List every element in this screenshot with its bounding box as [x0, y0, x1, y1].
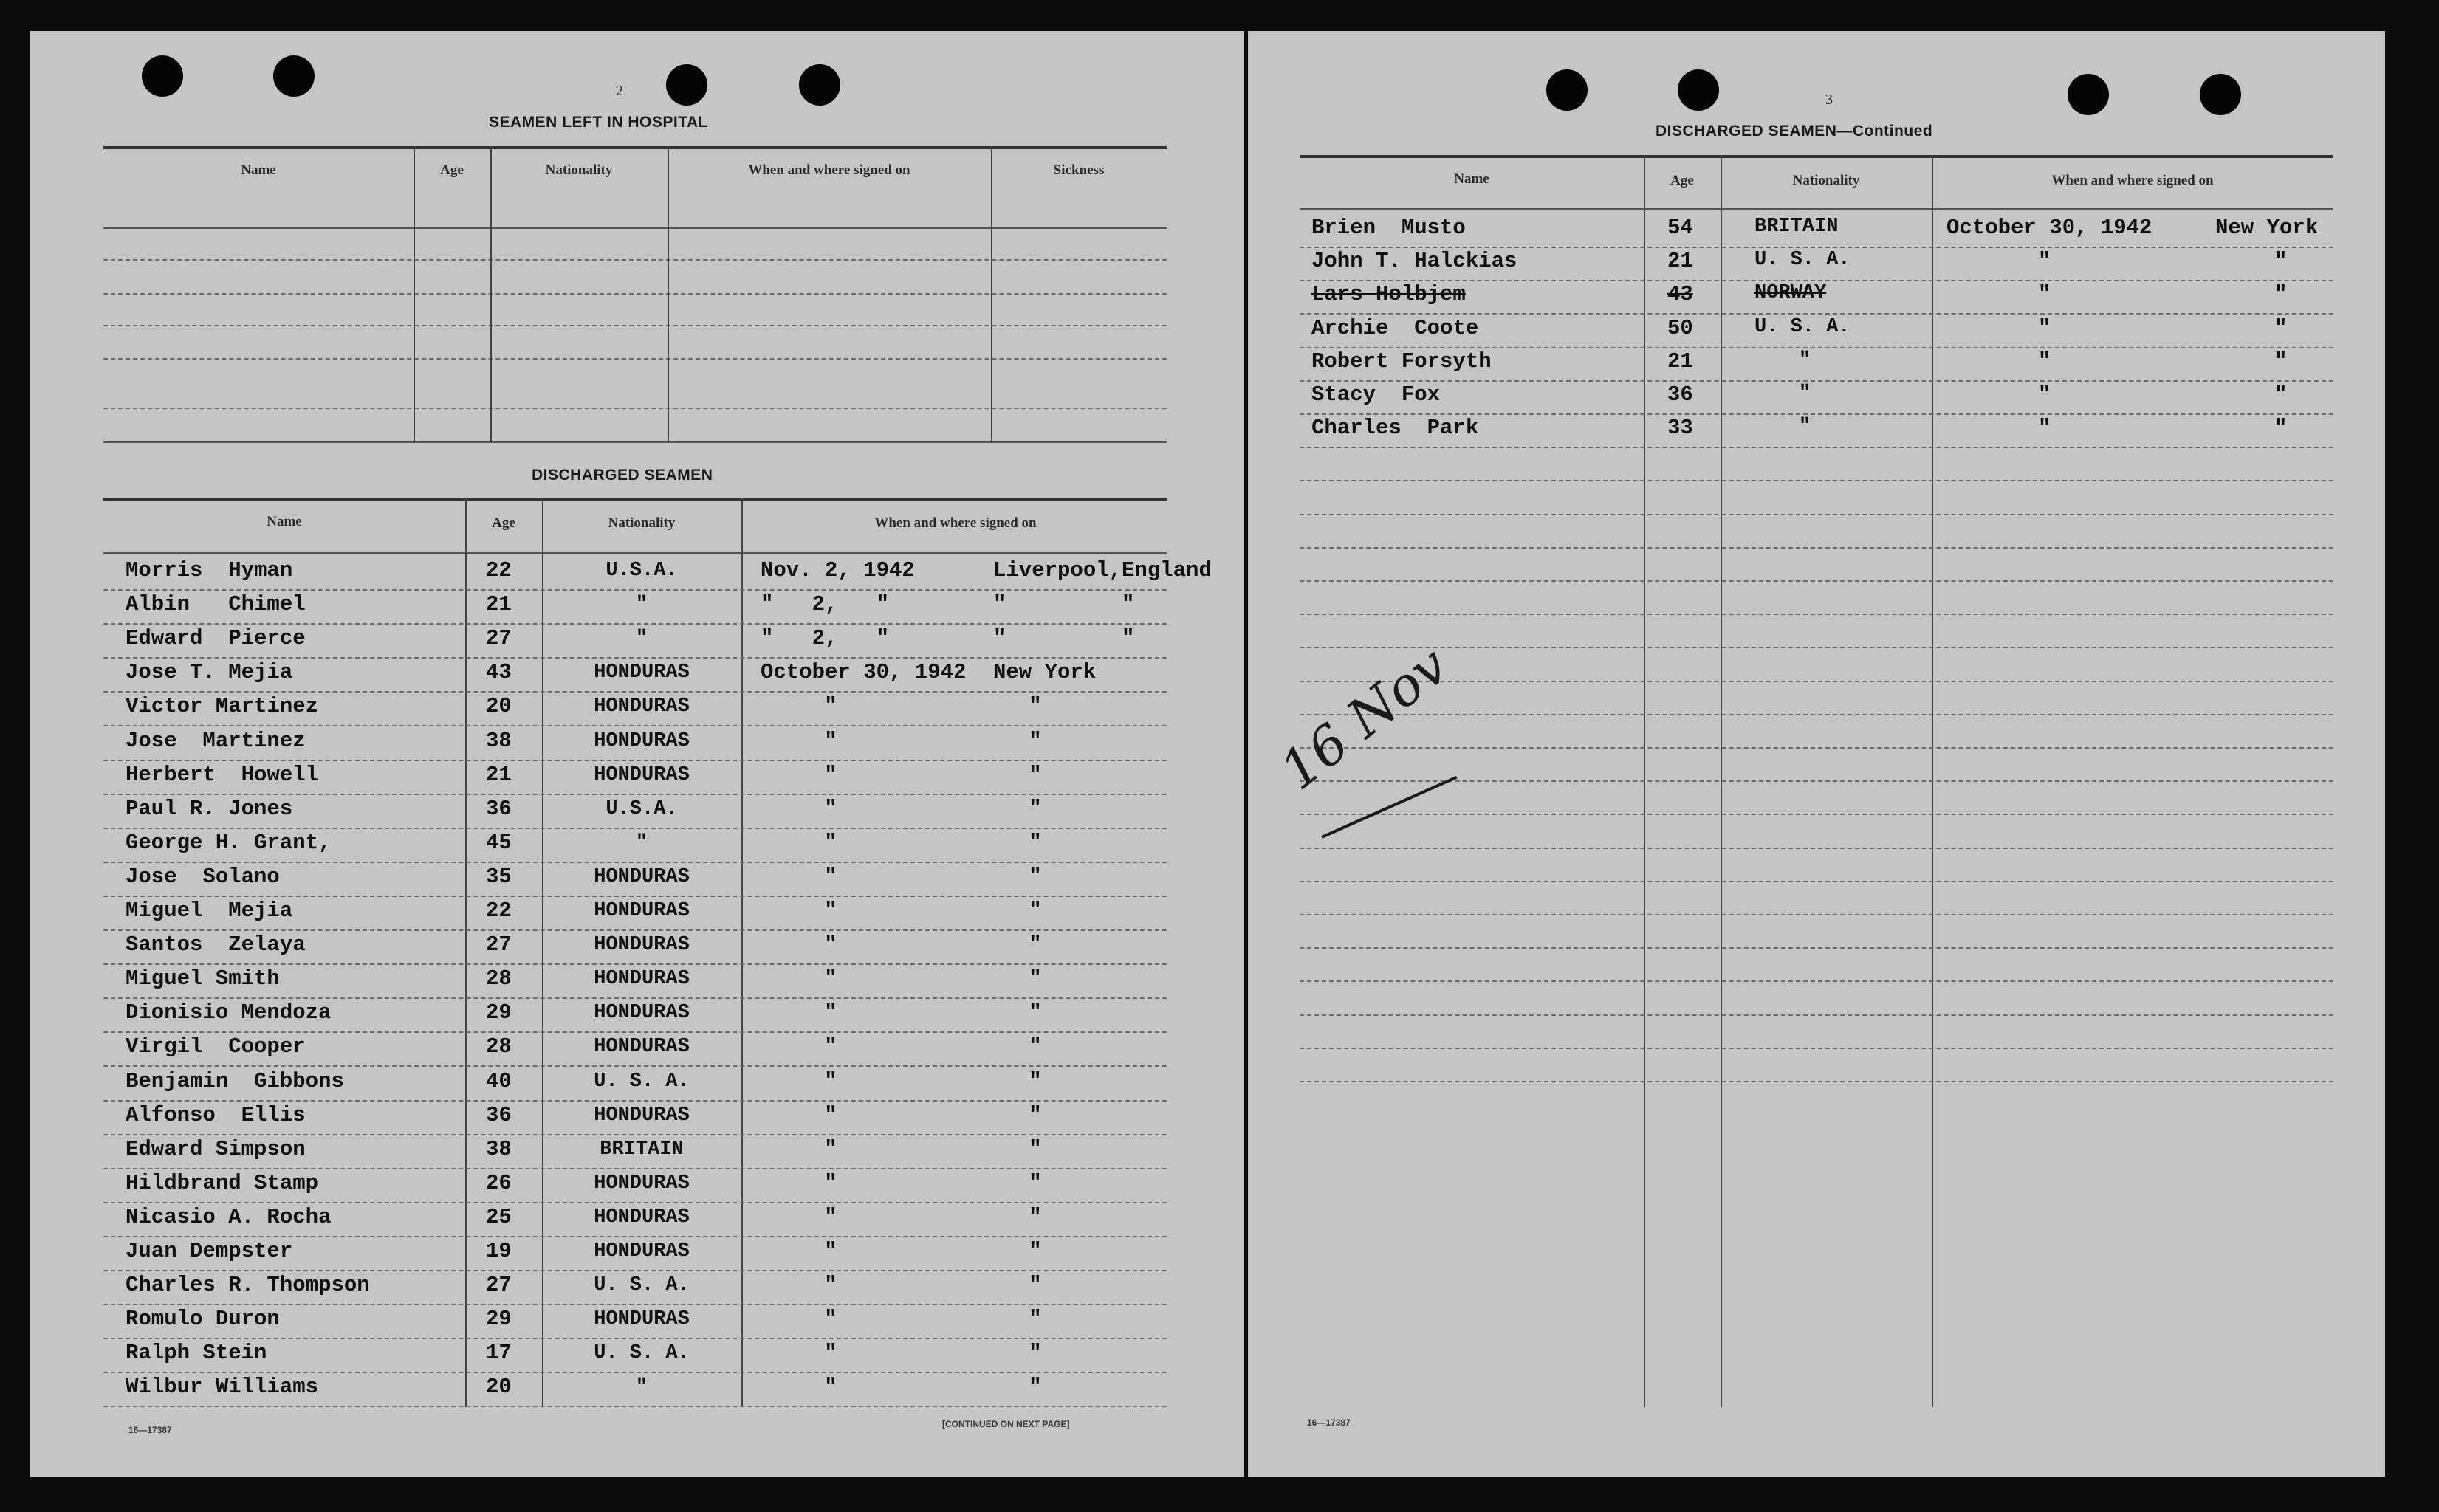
- signed-on-date: ": [824, 1204, 837, 1229]
- seaman-name: Herbert Howell: [126, 762, 319, 787]
- seaman-age: 38: [486, 728, 512, 753]
- signed-on-place: ": [1029, 898, 1042, 923]
- signed-on-date: ": [824, 1341, 837, 1366]
- seaman-age: 21: [1667, 249, 1693, 274]
- row-rule: [1300, 1014, 2333, 1016]
- seaman-nationality: U. S. A.: [1754, 315, 1850, 338]
- seaman-nationality: HONDURAS: [594, 1104, 690, 1127]
- signed-on-date: ": [824, 1375, 837, 1400]
- seaman-age: 27: [486, 932, 512, 958]
- seaman-name: Edward Simpson: [126, 1136, 306, 1161]
- signed-on-date: ": [824, 762, 837, 787]
- row-rule: [103, 691, 1167, 693]
- seaman-age: 40: [486, 1068, 512, 1093]
- seaman-nationality: ": [1799, 416, 1811, 439]
- seaman-nationality: HONDURAS: [594, 1036, 690, 1059]
- seaman-nationality: BRITAIN: [600, 1138, 684, 1161]
- row-rule: [103, 623, 1167, 625]
- seaman-name: Miguel Smith: [126, 966, 280, 992]
- row-rule: [1300, 247, 2333, 248]
- row-rule: [103, 1168, 1167, 1169]
- seaman-name: Dionisio Mendoza: [126, 1000, 332, 1025]
- row-rule: [1300, 280, 2333, 281]
- signed-on-date: ": [824, 864, 837, 889]
- col-header-signed-on: When and where signed on: [874, 515, 1037, 531]
- signed-on-place: ": [1029, 1375, 1042, 1400]
- signed-on-date: " 2, ": [761, 626, 890, 651]
- hospital-section-title: SEAMEN LEFT IN HOSPITAL: [489, 114, 708, 131]
- seaman-name: Charles R. Thompson: [126, 1273, 370, 1298]
- seaman-name: Juan Dempster: [126, 1239, 293, 1263]
- seaman-nationality: U. S. A.: [1754, 249, 1850, 272]
- punch-hole: [273, 55, 315, 97]
- signed-on-date: ": [824, 1239, 837, 1263]
- signed-on-place: New York: [2215, 216, 2319, 240]
- seaman-age: 45: [486, 830, 512, 855]
- signed-on-place: ": [1029, 1239, 1042, 1263]
- signed-on-place: ": [1029, 1307, 1042, 1332]
- seaman-nationality: U. S. A.: [594, 1342, 690, 1365]
- seaman-name: Robert Forsyth: [1311, 348, 1492, 374]
- seaman-name: John T. Halckias: [1311, 249, 1517, 274]
- col-header-nationality: Nationality: [608, 515, 676, 531]
- signed-on-place: ": [1029, 932, 1042, 958]
- row-rule: [103, 1304, 1167, 1305]
- signed-on-date: ": [2038, 249, 2051, 274]
- row-rule: [103, 828, 1167, 829]
- row-rule: [1300, 547, 2333, 549]
- signed-on-date: ": [824, 1307, 837, 1332]
- seaman-nationality: HONDURAS: [594, 968, 690, 991]
- seaman-nationality: HONDURAS: [594, 763, 690, 786]
- seaman-nationality: U.S.A.: [606, 560, 678, 582]
- page-number: 3: [1825, 92, 1833, 108]
- seaman-age: 26: [486, 1170, 512, 1195]
- seaman-age: 50: [1667, 315, 1693, 340]
- col-header-age: Age: [492, 515, 515, 531]
- row-rule: [103, 1236, 1167, 1237]
- seaman-name: Hildbrand Stamp: [126, 1170, 319, 1195]
- seaman-age: 20: [486, 694, 512, 719]
- seaman-age: 27: [486, 1273, 512, 1298]
- signed-on-date: ": [824, 898, 837, 923]
- discharged-section-title: DISCHARGED SEAMEN: [532, 467, 713, 484]
- seaman-age: 36: [1667, 382, 1693, 407]
- seaman-name: Lars Holbjem: [1311, 282, 1466, 307]
- row-rule: [103, 657, 1167, 659]
- signed-on-date: ": [2038, 348, 2051, 374]
- row-rule: [1300, 714, 2333, 715]
- seaman-age: 27: [486, 626, 512, 651]
- seaman-age: 21: [486, 592, 512, 617]
- row-rule: [103, 725, 1167, 726]
- seaman-age: 29: [486, 1307, 512, 1332]
- seaman-nationality: HONDURAS: [594, 695, 690, 718]
- signed-on-date: ": [2038, 416, 2051, 441]
- seaman-name: Morris Hyman: [126, 558, 293, 583]
- seaman-nationality: ": [635, 628, 648, 650]
- row-rule: [1300, 881, 2333, 882]
- seaman-age: 19: [486, 1239, 512, 1263]
- seaman-name: Alfonso Ellis: [126, 1102, 306, 1127]
- seaman-name: Benjamin Gibbons: [126, 1068, 344, 1093]
- seaman-nationality: HONDURAS: [594, 1002, 690, 1025]
- seaman-age: 35: [486, 864, 512, 889]
- col-header-signed-on: When and where signed on: [748, 162, 910, 178]
- seaman-nationality: ": [635, 1376, 648, 1399]
- signed-on-place: ": [1029, 728, 1042, 753]
- signed-on-date: ": [824, 1273, 837, 1298]
- seaman-age: 38: [486, 1136, 512, 1161]
- signed-on-place: ": [1029, 1034, 1042, 1059]
- row-rule: [103, 896, 1167, 897]
- seaman-age: 36: [486, 796, 512, 821]
- row-rule: [103, 1100, 1167, 1102]
- signed-on-date: October 30, 1942: [761, 660, 967, 685]
- left-page: [30, 31, 1244, 1477]
- seaman-name: Jose T. Mejia: [126, 660, 293, 685]
- signed-on-place: ": [2274, 315, 2288, 340]
- punch-hole: [2200, 74, 2241, 115]
- signed-on-place: ": [1029, 694, 1042, 719]
- seaman-age: 21: [486, 762, 512, 787]
- seaman-nationality: NORWAY: [1754, 282, 1827, 305]
- signed-on-date: " 2, ": [761, 592, 890, 617]
- signed-on-place: ": [1029, 796, 1042, 821]
- signed-on-place: ": [1029, 864, 1042, 889]
- signed-on-place: ": [2274, 348, 2288, 374]
- punch-hole: [666, 64, 707, 106]
- page-number: 2: [616, 83, 623, 99]
- seaman-age: 33: [1667, 416, 1693, 441]
- seaman-name: Albin Chimel: [126, 592, 306, 617]
- signed-on-place: ": [1029, 830, 1042, 855]
- row-rule: [103, 1338, 1167, 1339]
- form-number: 16—17387: [1307, 1418, 1351, 1428]
- row-rule: [103, 1065, 1167, 1067]
- seaman-name: Nicasio A. Rocha: [126, 1204, 332, 1229]
- row-rule: [103, 1134, 1167, 1135]
- row-rule: [1300, 780, 2333, 782]
- seaman-name: Ralph Stein: [126, 1341, 267, 1366]
- seaman-nationality: HONDURAS: [594, 900, 690, 922]
- col-header-name: Name: [267, 514, 302, 529]
- row-rule: [1300, 447, 2333, 448]
- signed-on-date: ": [824, 830, 837, 855]
- signed-on-date: October 30, 1942: [1946, 216, 2152, 240]
- seaman-name: Santos Zelaya: [126, 932, 306, 958]
- col-header-age: Age: [440, 162, 464, 178]
- row-rule: [103, 929, 1167, 931]
- signed-on-place: ": [1029, 1341, 1042, 1366]
- signed-on-date: ": [824, 1170, 837, 1195]
- seaman-name: Edward Pierce: [126, 626, 306, 651]
- signed-on-place: ": [1029, 1068, 1042, 1093]
- signed-on-place: " ": [993, 592, 1135, 617]
- seaman-nationality: BRITAIN: [1754, 216, 1839, 238]
- row-rule: [1300, 947, 2333, 949]
- seaman-age: 43: [486, 660, 512, 685]
- punch-hole: [1678, 69, 1719, 111]
- row-rule: [103, 1202, 1167, 1203]
- signed-on-place: ": [2274, 416, 2288, 441]
- seaman-age: 54: [1667, 216, 1693, 240]
- seaman-nationality: U.S.A.: [606, 797, 678, 820]
- row-rule: [1300, 580, 2333, 582]
- signed-on-place: ": [1029, 1102, 1042, 1127]
- seaman-name: Brien Musto: [1311, 216, 1466, 240]
- punch-hole: [1546, 69, 1588, 111]
- signed-on-place: Liverpool,England: [993, 558, 1212, 583]
- handwritten-note: 16 Nov: [1269, 633, 1460, 802]
- row-rule: [103, 1406, 1167, 1407]
- seaman-name: Archie Coote: [1311, 315, 1479, 340]
- row-rule: [1300, 313, 2333, 315]
- row-rule: [1300, 914, 2333, 915]
- row-rule: [103, 1372, 1167, 1373]
- signed-on-place: ": [2274, 382, 2288, 407]
- signed-on-place: ": [1029, 1273, 1042, 1298]
- seaman-age: 21: [1667, 348, 1693, 374]
- row-rule: [1300, 514, 2333, 515]
- row-rule: [1300, 413, 2333, 415]
- punch-hole: [142, 55, 183, 97]
- seaman-nationality: HONDURAS: [594, 1308, 690, 1331]
- seaman-nationality: HONDURAS: [594, 729, 690, 752]
- col-header-age: Age: [1670, 173, 1694, 188]
- seaman-nationality: HONDURAS: [594, 865, 690, 888]
- row-rule: [103, 589, 1167, 591]
- seaman-age: 22: [486, 898, 512, 923]
- seaman-age: 20: [486, 1375, 512, 1400]
- section-title: DISCHARGED SEAMEN—Continued: [1656, 123, 1933, 140]
- col-header-nationality: Nationality: [545, 162, 613, 178]
- signed-on-date: ": [824, 1102, 837, 1127]
- seaman-name: Wilbur Williams: [126, 1375, 319, 1400]
- signed-on-date: ": [824, 1034, 837, 1059]
- signed-on-place: ": [2274, 282, 2288, 307]
- signed-on-date: ": [824, 728, 837, 753]
- signed-on-place: ": [1029, 966, 1042, 992]
- seaman-nationality: ": [635, 831, 648, 854]
- row-rule: [1300, 347, 2333, 348]
- seaman-name: Victor Martinez: [126, 694, 319, 719]
- seaman-nationality: ": [635, 594, 648, 616]
- seaman-age: 29: [486, 1000, 512, 1025]
- row-rule: [103, 862, 1167, 863]
- row-rule: [1300, 1048, 2333, 1049]
- signed-on-date: ": [2038, 282, 2051, 307]
- seaman-name: George H. Grant,: [126, 830, 332, 855]
- seaman-name: Romulo Duron: [126, 1307, 280, 1332]
- signed-on-place: ": [2274, 249, 2288, 274]
- form-number: 16—17387: [128, 1425, 172, 1435]
- signed-on-date: ": [824, 694, 837, 719]
- seaman-age: 25: [486, 1204, 512, 1229]
- seaman-age: 28: [486, 966, 512, 992]
- seaman-age: 17: [486, 1341, 512, 1366]
- seaman-age: 43: [1667, 282, 1693, 307]
- punch-hole: [799, 64, 840, 106]
- right-page: [1248, 31, 2385, 1477]
- seaman-age: 36: [486, 1102, 512, 1127]
- signed-on-place: ": [1029, 1170, 1042, 1195]
- seaman-name: Jose Martinez: [126, 728, 306, 753]
- seaman-name: Charles Park: [1311, 416, 1479, 441]
- seaman-name: Virgil Cooper: [126, 1034, 306, 1059]
- signed-on-place: ": [1029, 762, 1042, 787]
- seaman-nationality: HONDURAS: [594, 1240, 690, 1262]
- row-rule: [1300, 980, 2333, 982]
- signed-on-date: ": [824, 966, 837, 992]
- row-rule: [1300, 814, 2333, 815]
- seaman-nationality: U. S. A.: [594, 1274, 690, 1297]
- row-rule: [103, 1270, 1167, 1271]
- seaman-name: Paul R. Jones: [126, 796, 293, 821]
- col-header-signed-on: When and where signed on: [2051, 173, 2214, 188]
- signed-on-date: ": [824, 932, 837, 958]
- seaman-nationality: HONDURAS: [594, 1172, 690, 1195]
- row-rule: [103, 1031, 1167, 1033]
- seaman-nationality: HONDURAS: [594, 934, 690, 957]
- signed-on-date: ": [824, 1136, 837, 1161]
- signed-on-place: New York: [993, 660, 1097, 685]
- seaman-name: Jose Solano: [126, 864, 280, 889]
- seaman-nationality: ": [1799, 348, 1811, 371]
- seaman-name: Stacy Fox: [1311, 382, 1441, 407]
- col-header-name: Name: [241, 162, 276, 178]
- row-rule: [103, 963, 1167, 965]
- continued-note: [CONTINUED ON NEXT PAGE]: [942, 1419, 1070, 1429]
- row-rule: [1300, 848, 2333, 849]
- signed-on-date: ": [2038, 382, 2051, 407]
- signed-on-date: ": [824, 796, 837, 821]
- handwritten-underline: [1321, 776, 1457, 839]
- row-rule: [103, 760, 1167, 761]
- row-rule: [103, 997, 1167, 999]
- row-rule: [1300, 380, 2333, 382]
- punch-hole: [2068, 74, 2109, 115]
- seaman-nationality: U. S. A.: [594, 1070, 690, 1093]
- signed-on-place: ": [1029, 1000, 1042, 1025]
- col-header-name: Name: [1454, 171, 1489, 187]
- signed-on-date: ": [824, 1000, 837, 1025]
- seaman-nationality: HONDURAS: [594, 1206, 690, 1228]
- signed-on-date: ": [2038, 315, 2051, 340]
- row-rule: [1300, 480, 2333, 481]
- row-rule: [1300, 614, 2333, 615]
- seaman-age: 22: [486, 558, 512, 583]
- col-header-sickness: Sickness: [1053, 162, 1105, 178]
- signed-on-date: Nov. 2, 1942: [761, 558, 915, 583]
- row-rule: [1300, 1081, 2333, 1082]
- signed-on-place: ": [1029, 1204, 1042, 1229]
- row-rule: [1300, 747, 2333, 749]
- seaman-nationality: ": [1799, 382, 1811, 405]
- col-header-nationality: Nationality: [1792, 173, 1860, 188]
- seaman-name: Miguel Mejia: [126, 898, 293, 923]
- seaman-nationality: HONDURAS: [594, 662, 690, 684]
- row-rule: [103, 794, 1167, 795]
- seaman-age: 28: [486, 1034, 512, 1059]
- row-rule: [1300, 647, 2333, 648]
- signed-on-place: " ": [993, 626, 1135, 651]
- signed-on-place: ": [1029, 1136, 1042, 1161]
- signed-on-date: ": [824, 1068, 837, 1093]
